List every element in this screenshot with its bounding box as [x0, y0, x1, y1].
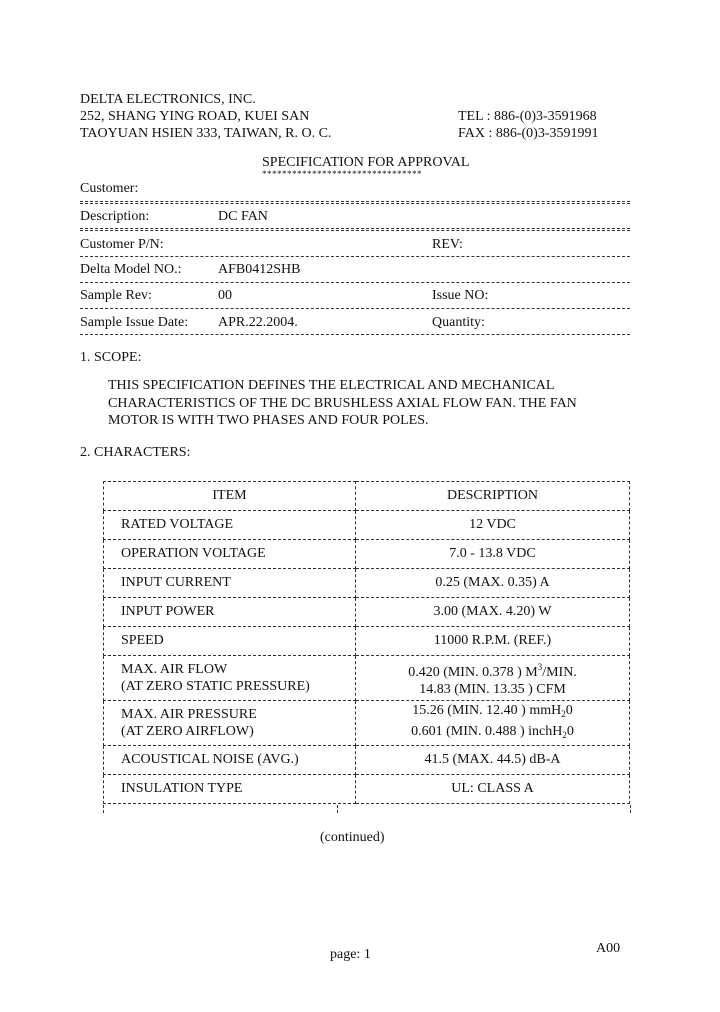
issue-date-label: Sample Issue Date: — [80, 315, 189, 330]
revision-code: A00 — [596, 941, 621, 956]
header-description: DESCRIPTION — [356, 482, 630, 511]
divider — [80, 282, 630, 283]
row-description-line1: 15.26 (MIN. 12.40 ) mmH$_2$0 — [412, 703, 573, 719]
company-name: DELTA ELECTRONICS, INC. — [80, 92, 256, 107]
row-item-line1: MAX. AIR PRESSURE — [121, 707, 257, 722]
row-item: ACOUSTICAL NOISE (AVG.) — [104, 746, 356, 775]
description-value: DC FAN — [218, 209, 268, 224]
row-description: 7.0 - 13.8 VDC — [356, 540, 630, 569]
company-fax: FAX : 886-(0)3-3591991 — [458, 126, 599, 141]
table-tail — [103, 805, 631, 813]
row-item: INPUT CURRENT — [104, 569, 356, 598]
row-description — [356, 701, 630, 746]
issue-no-label: Issue NO: — [432, 288, 489, 303]
row-item — [104, 701, 356, 746]
row-description: UL: CLASS A — [356, 775, 630, 804]
divider — [80, 228, 630, 229]
divider — [80, 308, 630, 309]
row-description-line2: 14.83 (MIN. 13.35 ) CFM — [419, 681, 566, 697]
table-row — [104, 511, 630, 540]
row-description-line2: 0.601 (MIN. 0.488 ) inchH$_2$0 — [411, 724, 574, 740]
table-row — [104, 598, 630, 627]
divider — [80, 334, 630, 335]
company-address-line2: TAOYUAN HSIEN 333, TAIWAN, R. O. C. — [80, 126, 332, 141]
table-row — [104, 569, 630, 598]
divider — [80, 201, 630, 202]
customer-label: Customer: — [80, 181, 139, 196]
table-tail-divider — [337, 805, 338, 813]
quantity-label: Quantity: — [432, 315, 485, 330]
issue-date-value: APR.22.2004. — [218, 315, 298, 330]
scope-text-line: THIS SPECIFICATION DEFINES THE ELECTRICAL AND MECHANICAL — [108, 378, 555, 393]
model-value: AFB0412SHB — [218, 262, 301, 277]
row-item: RATED VOLTAGE — [104, 511, 356, 540]
row-item: OPERATION VOLTAGE — [104, 540, 356, 569]
customer-pn-label: Customer P/N: — [80, 237, 164, 252]
continued-note: (continued) — [320, 830, 385, 845]
row-description-line1: 0.420 (MIN. 0.378 ) $M^3$/MIN. — [408, 661, 577, 680]
company-tel: TEL : 886-(0)3-3591968 — [458, 109, 597, 124]
company-address-line1: 252, SHANG YING ROAD, KUEI SAN — [80, 109, 310, 124]
table-row — [104, 540, 630, 569]
document-title: SPECIFICATION FOR APPROVAL — [262, 155, 470, 170]
description-label: Description: — [80, 209, 150, 224]
row-description — [356, 656, 630, 701]
sample-rev-label: Sample Rev: — [80, 288, 152, 303]
page-number: page: 1 — [330, 947, 371, 962]
row-item: SPEED — [104, 627, 356, 656]
divider — [80, 256, 630, 257]
row-description: 0.25 (MAX. 0.35) A — [356, 569, 630, 598]
divider — [80, 230, 630, 231]
model-label: Delta Model NO.: — [80, 262, 182, 277]
table-row — [104, 627, 630, 656]
row-description: 12 VDC — [356, 511, 630, 540]
row-item — [104, 656, 356, 701]
row-item-line2: (AT ZERO STATIC PRESSURE) — [121, 679, 310, 694]
scope-heading: 1. SCOPE: — [80, 350, 142, 365]
row-item: INSULATION TYPE — [104, 775, 356, 804]
row-description: 3.00 (MAX. 4.20) W — [356, 598, 630, 627]
table-header-row — [104, 482, 630, 511]
row-description: 11000 R.P.M. (REF.) — [356, 627, 630, 656]
scope-text-line: CHARACTERISTICS OF THE DC BRUSHLESS AXIAL FLOW FAN. THE FAN — [108, 395, 577, 411]
table-row — [104, 701, 630, 746]
divider — [80, 203, 630, 204]
characters-table — [103, 481, 630, 804]
table-row — [104, 746, 630, 775]
row-item: INPUT POWER — [104, 598, 356, 627]
row-description: 41.5 (MAX. 44.5) dB-A — [356, 746, 630, 775]
table-row — [104, 656, 630, 701]
row-item-line1: MAX. AIR FLOW — [121, 662, 228, 677]
sample-rev-value: 00 — [218, 288, 232, 303]
rev-label: REV: — [432, 237, 463, 252]
row-item-line2: (AT ZERO AIRFLOW) — [121, 724, 254, 739]
table-row — [104, 775, 630, 804]
characters-heading: 2. CHARACTERS: — [80, 445, 191, 460]
scope-text-line: MOTOR IS WITH TWO PHASES AND FOUR POLES. — [108, 413, 429, 428]
title-underline: ******************************** — [262, 169, 422, 179]
header-item: ITEM — [104, 482, 356, 511]
